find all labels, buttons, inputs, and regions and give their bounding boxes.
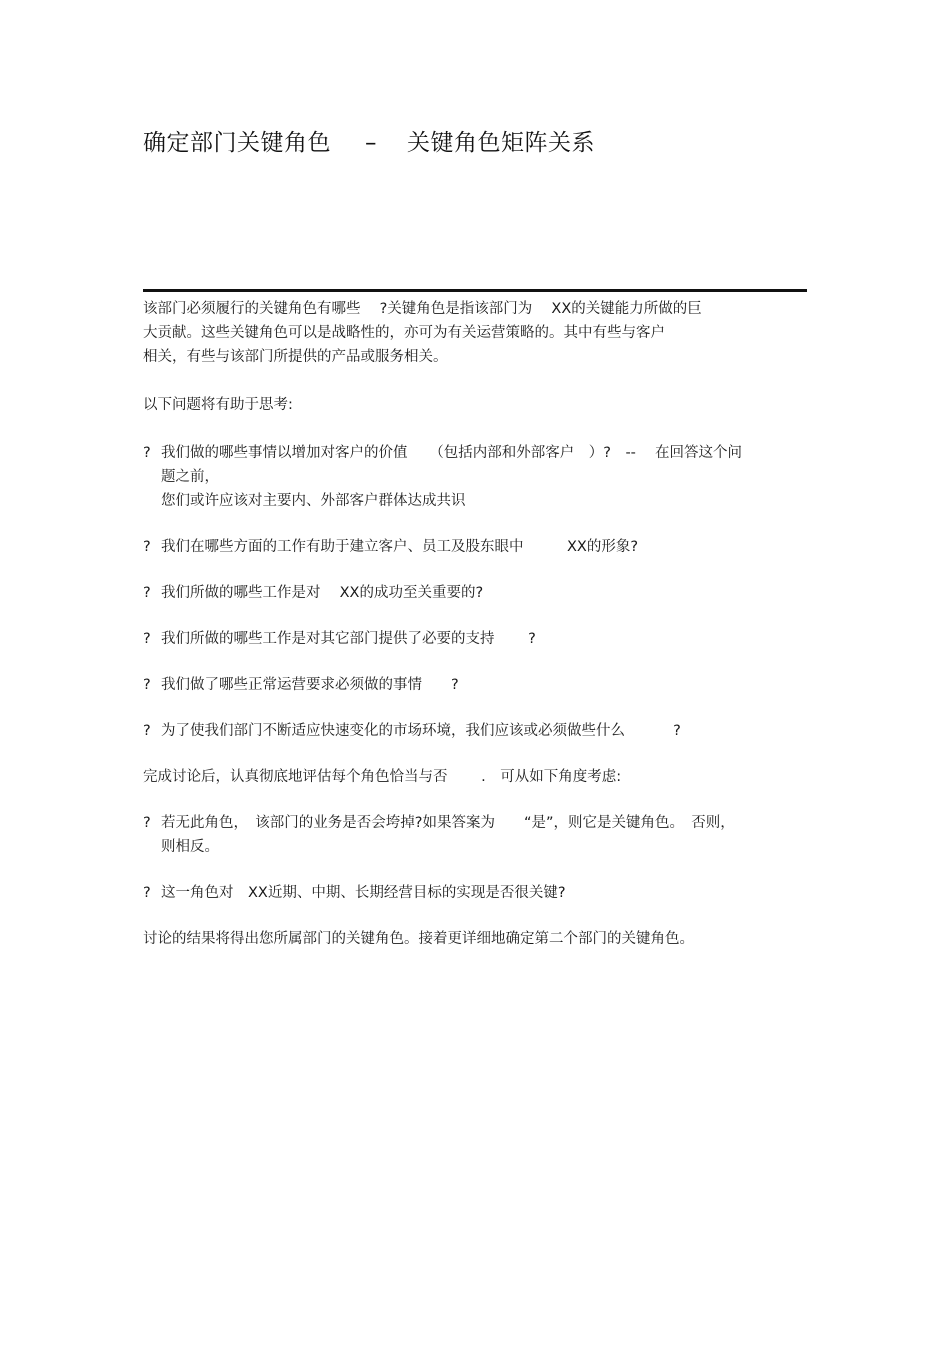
title-left: 确定部门关键角色 (143, 130, 331, 156)
question-line: 您们或许应该对主要内、外部客户群体达成共识 (161, 493, 466, 509)
bullet-mark: ? (143, 677, 151, 693)
criterion-item (143, 811, 807, 859)
question-line: 我们所做的哪些工作是对 XX的成功至关重要的? (161, 585, 484, 601)
conclusion-paragraph: 讨论的结果将得出您所属部门的关键角色。接着更详细地确定第二个部门的关键角色。 (143, 931, 694, 947)
question-item (143, 627, 807, 651)
question-item (143, 535, 807, 559)
question-item (143, 719, 807, 743)
bullet-mark: ? (143, 885, 151, 901)
question-line: 题之前， (161, 469, 219, 485)
bullet-mark: ? (143, 631, 151, 647)
question-line: 我们做了哪些正常运营要求必须做的事情 ? (161, 677, 459, 693)
criterion-line: 这一角色对 XX近期、中期、长期经营目标的实现是否很关键? (161, 885, 566, 901)
question-line: 我们做的哪些事情以增加对客户的价值 （包括内部和外部客户 ）? -- 在回答这个问 (161, 445, 743, 461)
question-line: 为了使我们部门不断适应快速变化的市场环境，我们应该或必须做些什么 ? (161, 723, 681, 739)
criterion-line: 若无此角色， 该部门的业务是否会垮掉?如果答案为 “是”，则它是关键角色。 否则， (161, 815, 735, 831)
bullet-mark: ? (143, 723, 151, 739)
bullet-mark: ? (143, 815, 151, 831)
evaluation-lead: 完成讨论后，认真彻底地评估每个角色恰当与否 . 可从如下角度考虑: (143, 769, 622, 785)
bullet-mark: ? (143, 445, 151, 461)
bullet-mark: ? (143, 539, 151, 555)
title-right: 关键角色矩阵关系 (407, 130, 595, 156)
intro-line: 相关，有些与该部门所提供的产品或服务相关。 (143, 349, 448, 365)
page-title (143, 124, 595, 157)
question-item (143, 441, 807, 513)
question-line: 我们所做的哪些工作是对其它部门提供了必要的支持 ? (161, 631, 536, 647)
document-body (143, 297, 807, 951)
intro-paragraph (143, 297, 807, 369)
question-item (143, 581, 807, 605)
intro-line: 大贡献。这些关键角色可以是战略性的，亦可为有关运营策略的。其中有些与客户 (143, 325, 665, 341)
intro-line: 该部门必须履行的关键角色有哪些 ?关键角色是指该部门为 XX的关键能力所做的巨 (143, 301, 702, 317)
criterion-line: 则相反。 (161, 839, 219, 855)
title-divider (143, 289, 807, 292)
question-item (143, 673, 807, 697)
criterion-item (143, 881, 807, 905)
bullet-mark: ? (143, 585, 151, 601)
question-line: 我们在哪些方面的工作有助于建立客户、员工及股东眼中 XX的形象? (161, 539, 639, 555)
title-separator: – (365, 130, 377, 156)
questions-lead: 以下问题将有助于思考: (143, 397, 293, 413)
